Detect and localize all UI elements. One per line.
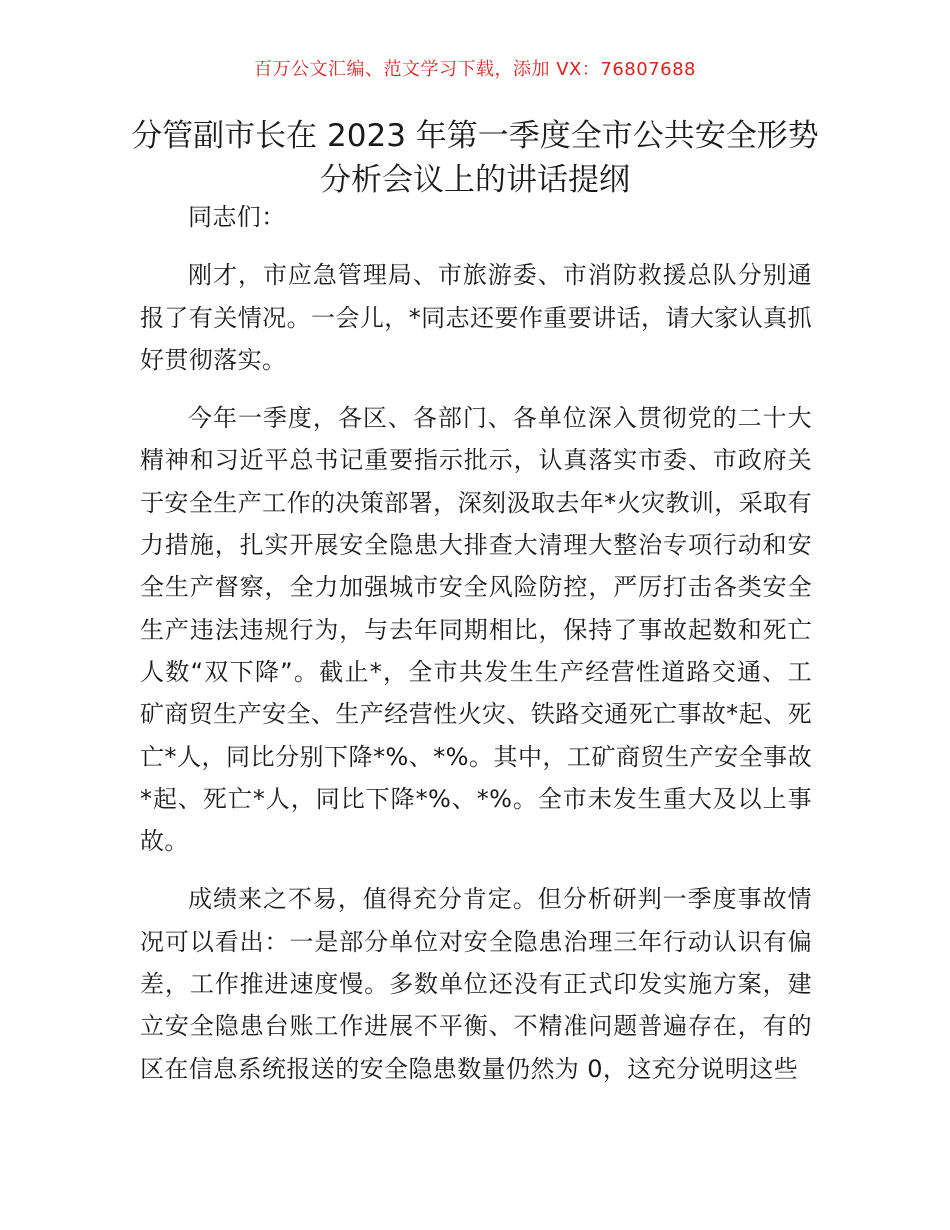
document-title: 分管副市长在 2023 年第一季度全市公共安全形势分析会议上的讲话提纲 — [131, 118, 819, 198]
paragraph-2: 今年一季度，各区、各部门、各单位深入贯彻党的二十大精神和习近平总书记重要指示批示，认真落实市委、市政府关于安全生产工作的决策部署，深刻汲取去年*火灾教训，采取有力措施，扎实开展安全隐患大排查大清理大整治专项行动和安全生产督察，全力加强城市安全风险防控，严厉打击各类安全生产违法违规行为，与去年同期相比，保持了事故起数和死亡人数“双下降”。截止*，全市共发生生产经营性道路交通、工矿商贸生产安全、生产经营性火灾、铁路交通死亡事故*起、死亡*人，同比分别下降*%、*%。其中，工矿商贸生产安全事故*起、死亡*人，同比下降*%、*%。全市未发生重大及以上事故。 — [140, 404, 812, 856]
paragraph-3: 成绩来之不易，值得充分肯定。但分析研判一季度事故情况可以看出：一是部分单位对安全隐患治理三年行动认识有偏差，工作推进速度慢。多数单位还没有正式印发实施方案，建立安全隐患台账工作进展不平衡、不精准问题普遍存在，有的区在信息系统报送的安全隐患数量仍然为 0，这充分说明这些 — [140, 885, 812, 1083]
greeting: 同志们： — [188, 203, 286, 231]
document-body — [140, 196, 812, 1106]
paragraph-1: 刚才，市应急管理局、市旅游委、市消防救援总队分别通报了有关情况。一会儿，*同志还要作重要讲话，请大家认真抓好贯彻落实。 — [140, 261, 812, 374]
header-watermark: 百万公文汇编、范文学习下载，添加 VX：76807688 — [254, 59, 696, 80]
